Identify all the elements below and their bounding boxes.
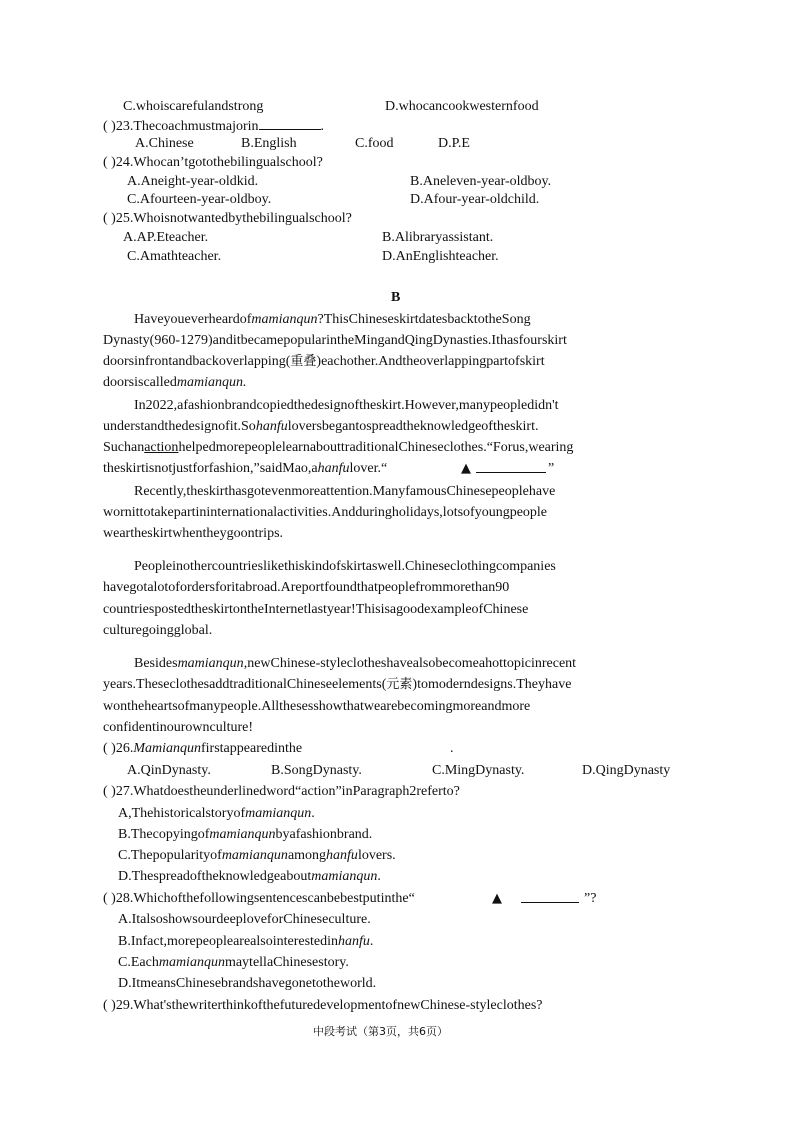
passage-line: In2022,afashionbrandcopiedthedesignoftheskirt.However,manypeopledidn't [134, 398, 559, 413]
passage-line: wornittotakepartininternationalactivities.Andduringholidays,lotsofyoungpeople [103, 505, 548, 520]
passage-line: weartheskirtwhentheygoontrips. [103, 526, 284, 541]
passage-line: culturegoingglobal. [103, 623, 213, 638]
q25-option-b: B.Alibraryassistant. [382, 230, 494, 245]
passage-line: Besidesmamianqun,newChinese-styleclotheshavealsobecomeahottopicinrecent [134, 656, 577, 671]
answer-blank [476, 460, 546, 479]
page-footer: 中段考试（第3页，共6页） [313, 1025, 448, 1038]
q24-option-a: A.Aneight-year-oldkid. [127, 174, 259, 189]
q28-option-a: A.ItalsoshowsourdeeploveforChineseculture. [118, 912, 371, 927]
q28-option-c: C.EachmamianqunmaytellaChinesestory. [118, 955, 349, 970]
passage-line: Recently,theskirthasgotevenmoreattention.ManyfamousChinesepeoplehave [134, 484, 556, 499]
q26-option-d: D.QingDynasty [582, 763, 671, 778]
q24-option-d: D.Afour-year-oldchild. [410, 192, 540, 207]
passage-line: doorsinfrontandbackoverlapping(重叠)eachother.Andtheoverlappingpartofskirt [103, 354, 545, 369]
q25-option-d: D.AnEnglishteacher. [382, 249, 499, 264]
passage-line: wontheheartsofmanypeople.Allthesesshowthatwearebecomingmoreandmore [103, 699, 531, 714]
q27-option-c: C.Thepopularityofmamianqunamonghanfulovers. [118, 848, 396, 863]
q22-option-d: D.whocancookwesternfood [385, 99, 539, 114]
q27-option-b: B.Thecopyingofmamianqunbyafashionbrand. [118, 827, 373, 842]
q23-option-b: B.English [241, 136, 297, 151]
q24-stem: ( )24.Whocan’tgotothebilingualschool? [103, 155, 323, 170]
q23-option-a: A.Chinese [135, 136, 194, 151]
q25-stem: ( )25.Whoisnotwantedbythebilingualschool? [103, 211, 352, 226]
answer-blank [259, 117, 321, 130]
q26-option-b: B.SongDynasty. [271, 763, 362, 778]
q27-stem: ( )27.Whatdoestheunderlinedword“action”inParagraph2referto? [103, 784, 460, 799]
q28-option-b: B.Infact,morepeoplearealsointerestedinhanfu. [118, 934, 374, 949]
q26-stem: ( )26.Mamianqunfirstappearedinthe [103, 741, 303, 756]
passage-line: Haveyoueverheardofmamianqun?ThisChineseskirtdatesbacktotheSong [134, 312, 531, 327]
q23-stem: ( )23.Thecoachmustmajorin . [103, 119, 325, 134]
passage-line: theskirtisnotjustforfashion,”saidMao,ahanfulover.“ [103, 461, 388, 476]
passage-line: havegotalotofordersforitabroad.Areportfoundthatpeoplefrommorethan90 [103, 580, 510, 595]
q23-option-c: C.food [355, 136, 394, 151]
passage-line: years.TheseclothesaddtraditionalChineseelements(元素)tomoderndesigns.Theyhave [103, 677, 572, 692]
passage-line: doorsiscalledmamianqun. [103, 375, 247, 390]
passage-line: Peopleinothercountrieslikethiskindofskirtaswell.Chineseclothingcompanies [134, 559, 556, 574]
section-title: B [391, 290, 401, 305]
passage-line: SuchanactionhelpedmorepeoplelearnabouttraditionalChineseclothes.“Forus,wearing [103, 440, 574, 455]
underlined-word-action: action [144, 440, 179, 455]
passage-line: confidentinourownculture! [103, 720, 254, 735]
q25-option-a: A.AP.Eteacher. [123, 230, 209, 245]
q27-option-a: A,Thehistoricalstoryofmamianqun. [118, 806, 315, 821]
q28-option-d: D.ItmeansChinesebrandshavegonetotheworld. [118, 976, 377, 991]
answer-blank [521, 890, 579, 909]
q26-option-c: C.MingDynasty. [432, 763, 525, 778]
triangle-blank-marker-icon: ▲ [461, 461, 471, 476]
q27-option-d: D.Thespreadoftheknowledgeaboutmamianqun. [118, 869, 381, 884]
q25-option-c: C.Amathteacher. [127, 249, 222, 264]
q26-option-a: A.QinDynasty. [127, 763, 211, 778]
passage-line: Dynasty(960-1279)anditbecamepopularintheMingandQingDynasties.Ithasfourskirt [103, 333, 567, 348]
triangle-blank-marker-icon: ▲ [492, 891, 502, 906]
q22-option-c: C.whoiscarefulandstrong [123, 99, 264, 114]
passage-line: ” [548, 461, 555, 476]
q29-stem: ( )29.What'sthewriterthinkofthefuturedevelopmentofnewChinese-styleclothes? [103, 998, 543, 1013]
q28-stem-end: ”? [584, 891, 597, 906]
q23-option-d: D.P.E [438, 136, 470, 151]
passage-line: understandthedesignofit.Sohanfuloversbegantospreadtheknowledgeoftheskirt. [103, 419, 539, 434]
q24-option-b: B.Aneleven-year-oldboy. [410, 174, 552, 189]
q24-option-c: C.Afourteen-year-oldboy. [127, 192, 272, 207]
q28-stem: ( )28.Whichofthefollowingsentencescanbebestputinthe“ [103, 891, 415, 906]
passage-line: countriespostedtheskirtontheInternetlastyear!ThisisagoodexampleofChinese [103, 602, 529, 617]
q26-stem-end: . [450, 741, 454, 756]
